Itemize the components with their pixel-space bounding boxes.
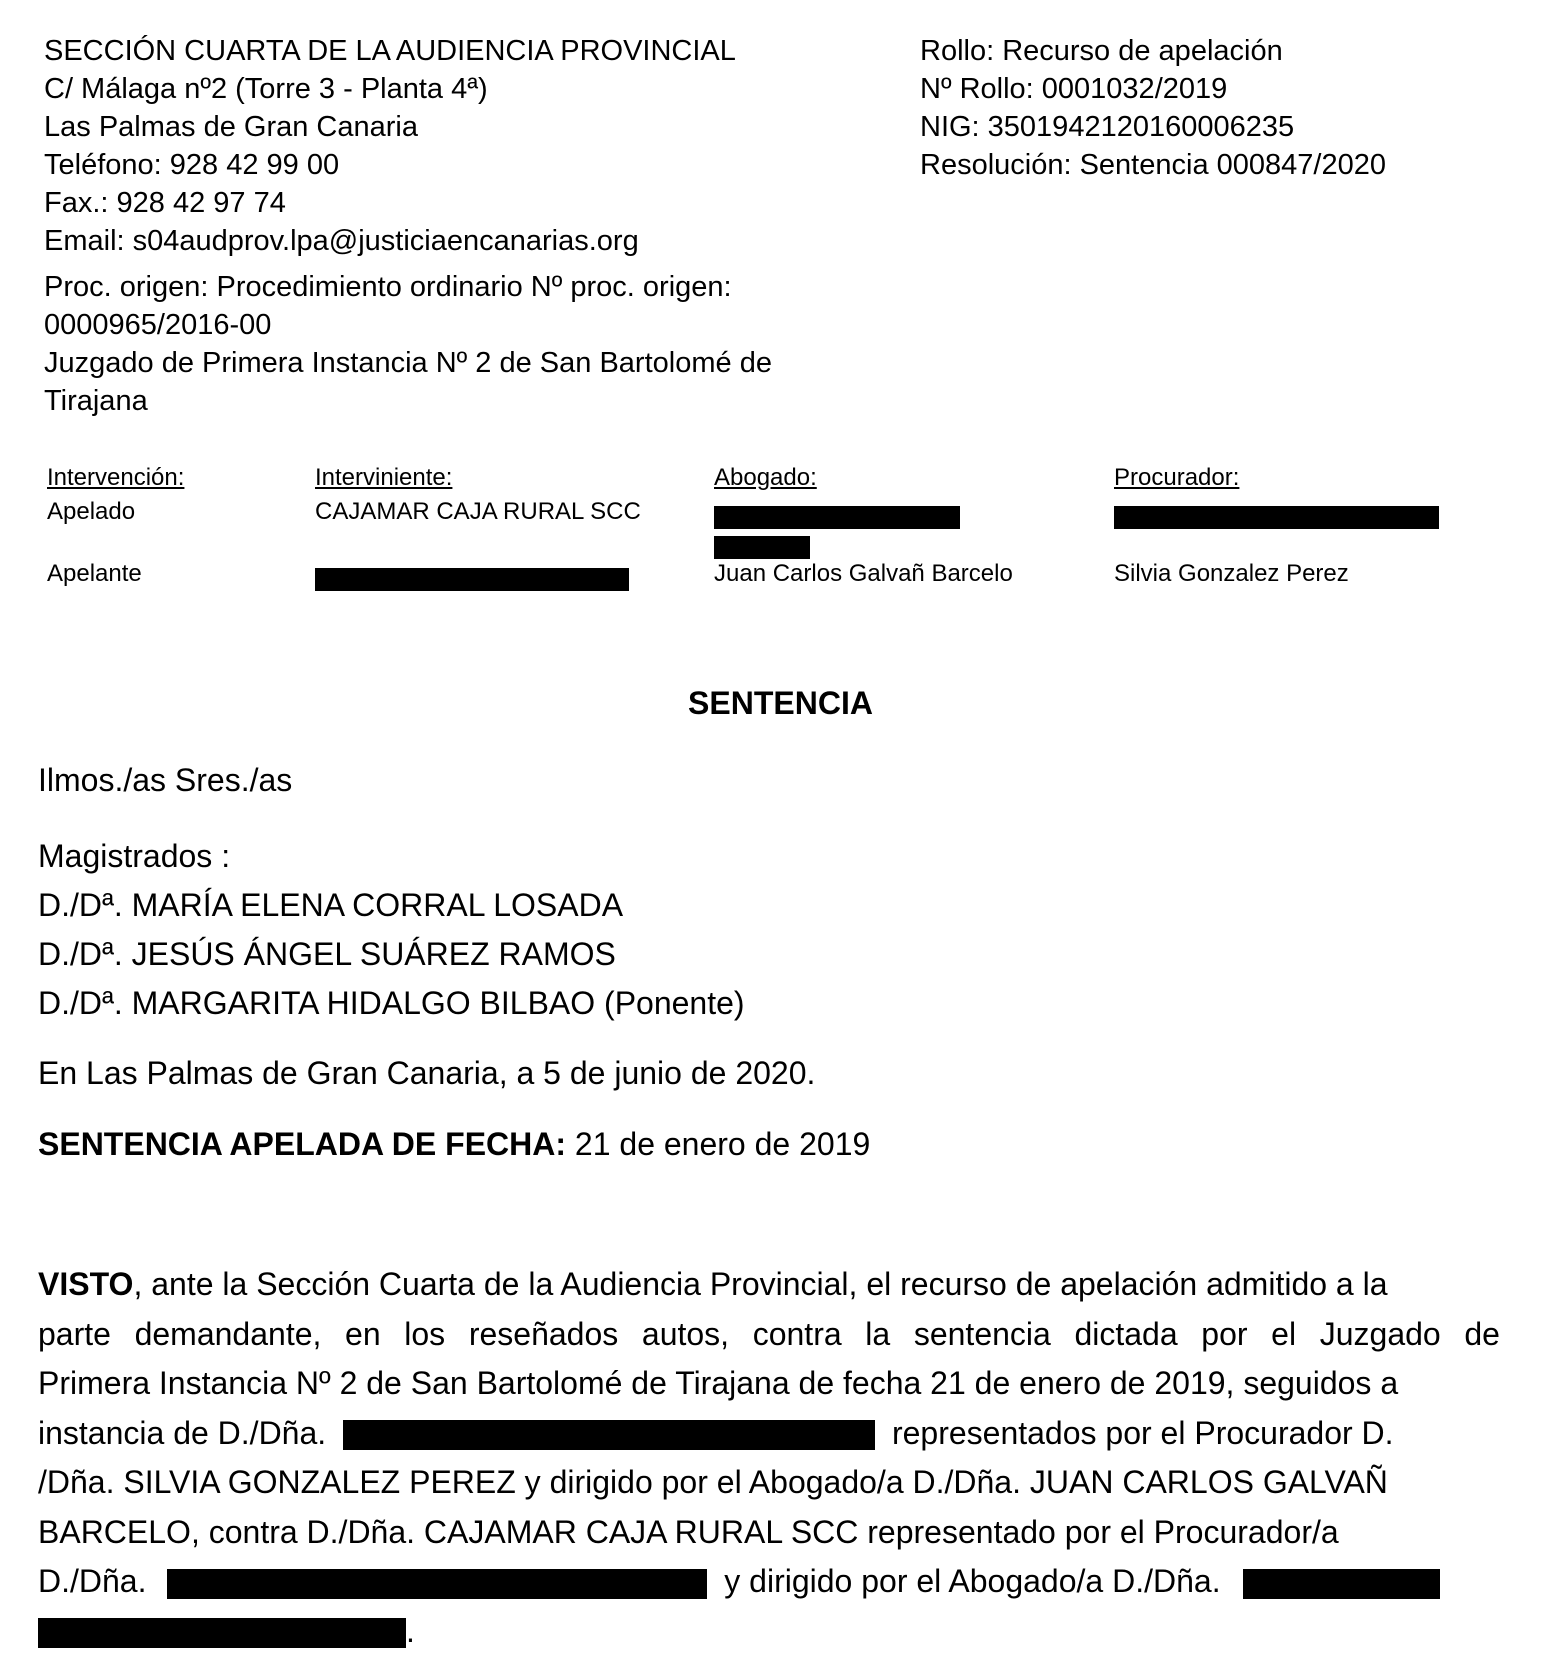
visto-text: Primera Instancia Nº 2 de San Bartolomé de Tirajana de fecha 21 de enero de 2019, seguidos a <box>38 1365 1398 1401</box>
appealed-sentence <box>38 1126 870 1163</box>
court-phone: Teléfono: 928 42 99 00 <box>44 146 736 184</box>
case-type: Rollo: Recurso de apelación <box>920 32 1386 70</box>
visto-word: contra <box>753 1310 842 1360</box>
magistrados-block <box>38 832 745 1028</box>
visto-word: la <box>865 1310 890 1360</box>
case-number: Nº Rollo: 0001032/2019 <box>920 70 1386 108</box>
header-interviniente: Interviniente: <box>315 464 452 492</box>
court-header <box>44 32 736 260</box>
origin-line: Juzgado de Primera Instancia Nº 2 de San Bartolomé de <box>44 344 772 382</box>
visto-text: instancia de D./Dña. <box>38 1415 326 1451</box>
salutation: Ilmos./as Sres./as <box>38 762 292 799</box>
visto-word: parte <box>38 1310 111 1360</box>
paragraph-line <box>38 1458 1500 1508</box>
visto-text: D./Dña. <box>38 1563 146 1599</box>
row1-interviniente: CAJAMAR CAJA RURAL SCC <box>315 498 641 526</box>
paragraph-line <box>38 1607 1500 1656</box>
visto-word: reseñados <box>469 1310 618 1360</box>
visto-text: . <box>406 1613 415 1649</box>
visto-word: de <box>1464 1310 1500 1360</box>
visto-word: sentencia <box>914 1310 1051 1360</box>
visto-word: autos, <box>642 1310 729 1360</box>
paragraph-line <box>38 1310 1500 1360</box>
visto-word: en <box>345 1310 381 1360</box>
visto-text: representados por el Procurador D. <box>892 1415 1394 1451</box>
appealed-date: 21 de enero de 2019 <box>566 1126 870 1162</box>
visto-text: y dirigido por el Abogado/a D./Dña. <box>724 1563 1220 1599</box>
visto-text: /Dña. SILVIA GONZALEZ PEREZ y dirigido por el Abogado/a D./Dña. JUAN CARLOS GALVAÑ <box>38 1464 1388 1500</box>
court-address: C/ Málaga nº2 (Torre 3 - Planta 4ª) <box>44 70 736 108</box>
redaction-block <box>714 536 810 559</box>
origin-line: Proc. origen: Procedimiento ordinario Nº proc. origen: <box>44 268 772 306</box>
row2-abogado: Juan Carlos Galvañ Barcelo <box>714 560 1013 588</box>
redaction-block <box>1114 506 1439 529</box>
case-nig: NIG: 3501942120160006235 <box>920 108 1386 146</box>
header-intervencion: Intervención: <box>47 464 184 492</box>
visto-text: BARCELO, contra D./Dña. CAJAMAR CAJA RURAL SCC representado por el Procurador/a <box>38 1514 1339 1550</box>
redaction-block <box>38 1618 406 1648</box>
visto-word: los <box>404 1310 445 1360</box>
court-city: Las Palmas de Gran Canaria <box>44 108 736 146</box>
redaction-block <box>315 568 629 591</box>
magistrado-name: D./Dª. JESÚS ÁNGEL SUÁREZ RAMOS <box>38 930 745 979</box>
visto-word: demandante, <box>135 1310 322 1360</box>
magistrado-name: D./Dª. MARGARITA HIDALGO BILBAO (Ponente) <box>38 979 745 1028</box>
paragraph-line <box>38 1260 1500 1310</box>
redaction-block <box>714 506 960 529</box>
place-date: En Las Palmas de Gran Canaria, a 5 de junio de 2020. <box>38 1055 815 1092</box>
visto-bold: VISTO <box>38 1266 133 1302</box>
magistrados-label: Magistrados : <box>38 832 745 881</box>
visto-text: , ante la Sección Cuarta de la Audiencia Provincial, el recurso de apelación admitido a la <box>133 1266 1387 1302</box>
paragraph-line <box>38 1409 1500 1459</box>
visto-paragraph <box>38 1260 1500 1656</box>
row2-intervencion: Apelante <box>47 560 142 588</box>
origin-line: 0000965/2016-00 <box>44 306 772 344</box>
paragraph-line <box>38 1557 1500 1607</box>
case-info <box>920 32 1386 184</box>
row1-intervencion: Apelado <box>47 498 135 526</box>
paragraph-line <box>38 1359 1500 1409</box>
court-name: SECCIÓN CUARTA DE LA AUDIENCIA PROVINCIAL <box>44 32 736 70</box>
court-email: Email: s04audprov.lpa@justiciaencanarias.org <box>44 222 736 260</box>
court-fax: Fax.: 928 42 97 74 <box>44 184 736 222</box>
visto-word: el <box>1271 1310 1296 1360</box>
header-abogado: Abogado: <box>714 464 817 492</box>
redaction-block <box>167 1569 707 1599</box>
paragraph-line <box>38 1508 1500 1558</box>
origin-line: Tirajana <box>44 382 772 420</box>
origin-block <box>44 268 772 420</box>
visto-word: Juzgado <box>1320 1310 1441 1360</box>
document-title: SENTENCIA <box>0 685 1561 722</box>
redaction-block <box>1243 1569 1440 1599</box>
appealed-label: SENTENCIA APELADA DE FECHA: <box>38 1126 566 1162</box>
magistrado-name: D./Dª. MARÍA ELENA CORRAL LOSADA <box>38 881 745 930</box>
visto-word: por <box>1201 1310 1247 1360</box>
redaction-block <box>343 1420 875 1450</box>
row2-procurador: Silvia Gonzalez Perez <box>1114 560 1349 588</box>
case-resolution: Resolución: Sentencia 000847/2020 <box>920 146 1386 184</box>
visto-word: dictada <box>1074 1310 1177 1360</box>
header-procurador: Procurador: <box>1114 464 1239 492</box>
